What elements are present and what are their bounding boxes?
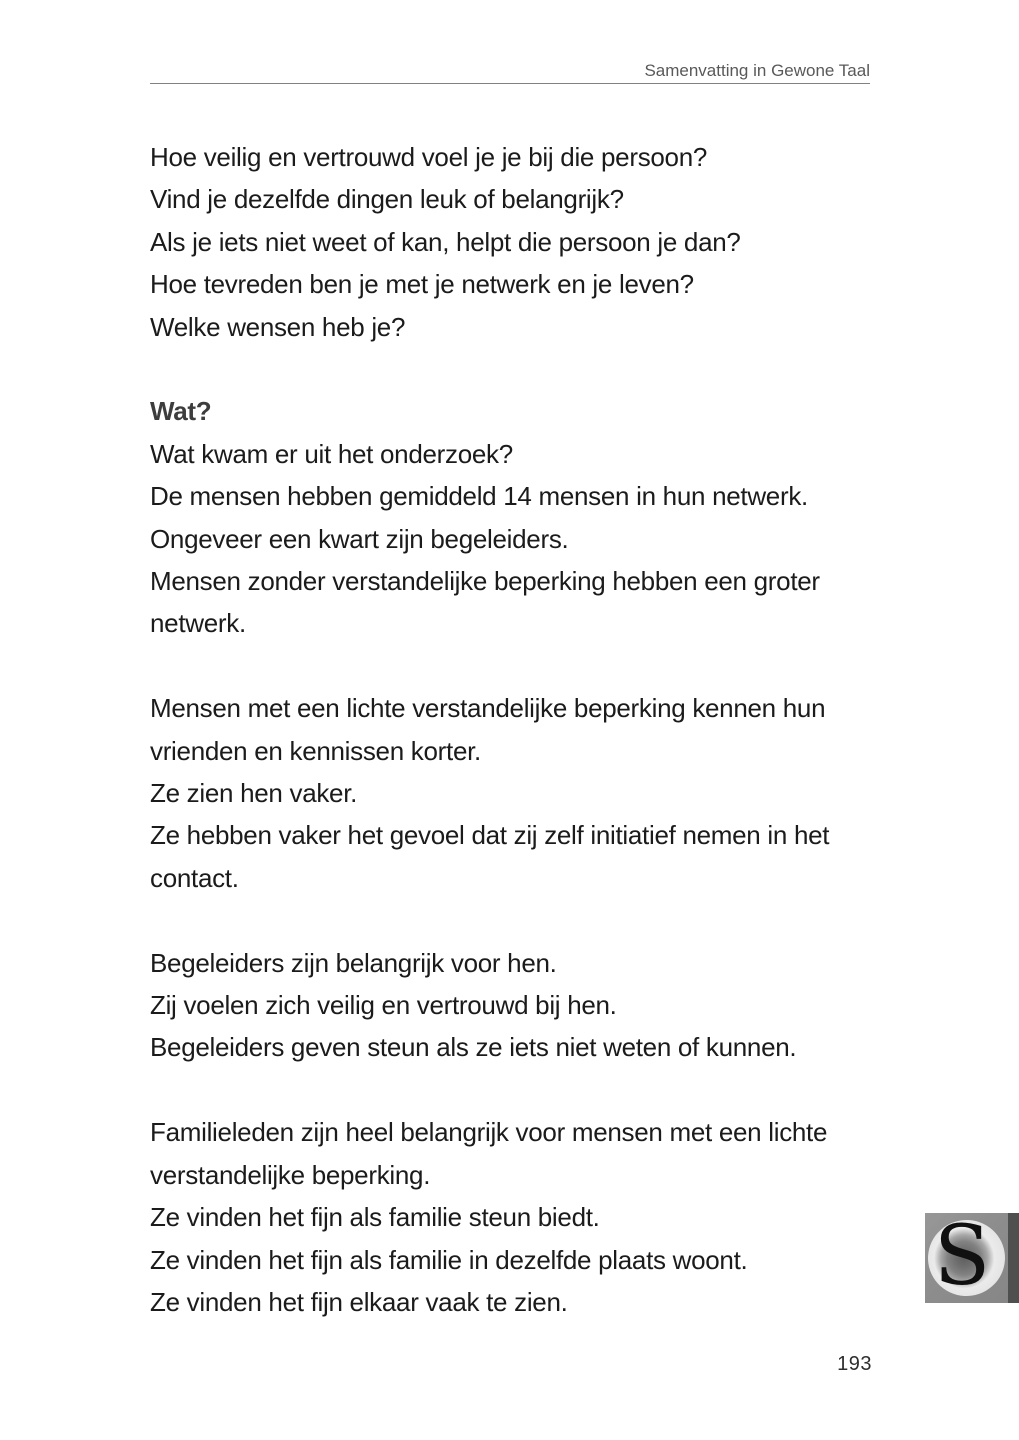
logo-letter-s: S: [934, 1209, 991, 1304]
text-line: vrienden en kennissen korter.: [150, 735, 481, 766]
text-line: Ze vinden het fijn als familie steun biedt.: [150, 1202, 600, 1233]
text-line: Zij voelen zich veilig en vertrouwd bij hen.: [150, 990, 617, 1021]
text-line: Hoe tevreden ben je met je netwerk en je leven?: [150, 269, 694, 300]
text-line: Ongeveer een kwart zijn begeleiders.: [150, 523, 569, 554]
text-line: Ze vinden het fijn als familie in dezelfde plaats woont.: [150, 1244, 748, 1275]
text-line: Begeleiders zijn belangrijk voor hen.: [150, 947, 557, 978]
text-line: Familieleden zijn heel belangrijk voor mensen met een lichte: [150, 1117, 828, 1148]
text-line: Welke wensen heb je?: [150, 311, 406, 342]
text-line: Als je iets niet weet of kan, helpt die persoon je dan?: [150, 226, 741, 257]
body-text: [150, 136, 874, 1366]
paragraph: [150, 390, 874, 644]
text-line: Mensen zonder verstandelijke beperking hebben een groter: [150, 566, 820, 597]
text-line: Hoe veilig en vertrouwd voel je je bij die persoon?: [150, 142, 708, 172]
running-header: [150, 61, 870, 84]
paragraph: [150, 136, 874, 348]
running-header-title: Samenvatting in Gewone Taal: [644, 61, 870, 80]
page-number: 193: [837, 1353, 872, 1375]
page-edge-tab: [1008, 1213, 1019, 1303]
text-line: Ze zien hen vaker.: [150, 778, 358, 809]
text-line: Vind je dezelfde dingen leuk of belangrijk?: [150, 184, 624, 215]
text-line: Ze vinden het fijn elkaar vaak te zien.: [150, 1286, 568, 1317]
text-line: Wat kwam er uit het onderzoek?: [150, 438, 513, 469]
paragraph: [150, 687, 874, 899]
chapter-logo: [925, 1209, 1008, 1304]
text-line: Ze hebben vaker het gevoel dat zij zelf initiatief nemen in het: [150, 820, 830, 851]
text-line: Begeleiders geven steun als ze iets niet weten of kunnen.: [150, 1032, 797, 1063]
text-line: netwerk.: [150, 608, 246, 639]
paragraph: [150, 942, 874, 1069]
text-line: contact.: [150, 862, 239, 893]
section-heading: Wat?: [150, 396, 212, 427]
text-line: Mensen met een lichte verstandelijke beperking kennen hun: [150, 693, 826, 724]
text-line: De mensen hebben gemiddeld 14 mensen in hun netwerk.: [150, 481, 808, 512]
text-line: verstandelijke beperking.: [150, 1159, 431, 1190]
paragraph: [150, 1111, 874, 1323]
